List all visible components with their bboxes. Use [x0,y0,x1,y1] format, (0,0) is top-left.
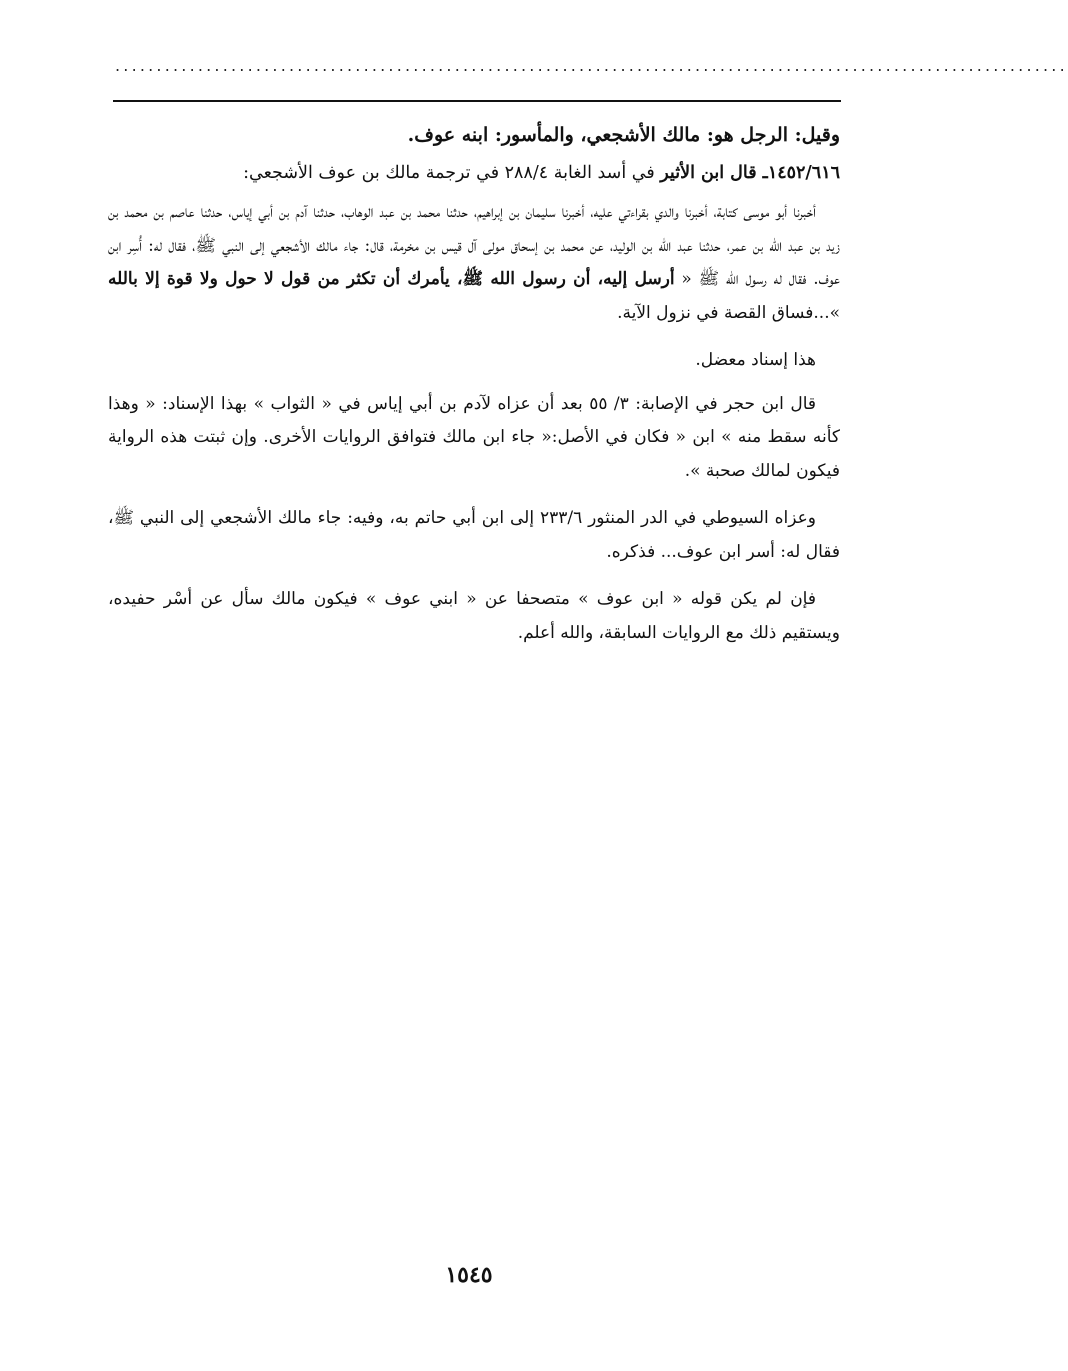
paragraph-4-grading: هذا إسناد معضل. [695,350,816,370]
header-rule [113,100,841,102]
paragraph-5: قال ابن حجر في الإصابة: ٣/ ٥٥ بعد أن عزاه لآدم بن أبي إياس في « الثواب » بهذا الإسناد: « وهذا كأنه سقط منه » ابن « فكان في الأصل:« جاء ابن مالك فتوافق الروايات الأخرى. وإن ثبتت هذه الرواية فيكون لمالك صحبة ». [108,393,840,481]
main-text [108,116,840,650]
hadith-source: في أسد الغابة ٢٨٨/٤ في ترجمة مالك بن عوف الأشجعي: [243,163,661,183]
hadith-number-heading: ١٤٥٢/٦١٦ـ قال ابن الأثير [660,163,840,183]
isnad-text: أخبرنا أبو موسى كتابة، أخبرنا والدي بقراءتي عليه، أخبرنا سليمان بن إبراهيم، حدثنا محمد بن عبد الوهاب، حدثنا آدم بن أبي إياس، حدثنا عاصم بن محمد بن زيد بن عبد الله بن عمر، حدثنا عبد الله بن الوليد، عن محمد بن إسحاق مولى آل قيس بن مخرمة، قال: جاء مالك الأشجعي إلى النبي ﷺ، فقال له: أُسِر ابن عوف. فقال له رسول الله ﷺ « [108,202,840,289]
paragraph-2 [108,154,840,192]
isnad-continuation: »...فساق القصة في نزول الآية. [617,302,840,323]
hadith-quote: أرسل إليه، أن رسول الله ﷺ، يأمرك أن تكثر من قول لا حول ولا قوة إلا بالله [108,269,675,289]
dotted-separator: ................................................................................................................... [115,56,1068,75]
paragraph-6: وعزاه السيوطي في الدر المنثور ٢٣٣/٦ إلى ابن أبي حاتم به، وفيه: جاء مالك الأشجعي إلى النبي ﷺ، فقال له: أسر ابن عوف... فذكره. [108,508,840,562]
paragraph-1: وقيل: الرجل هو: مالك الأشجعي، والمأسور: ابنه عوف. [407,124,840,146]
paragraph-7: فإن لم يكن قوله « ابن عوف » متصحفا عن « ابني عوف » فيكون مالك سأل عن أسْر حفيده، ويستقيم ذلك مع الروايات السابقة، والله أعلم. [108,589,840,643]
paragraph-3-isnad [108,196,840,330]
page-number: ١٥٤٥ [445,1262,493,1288]
